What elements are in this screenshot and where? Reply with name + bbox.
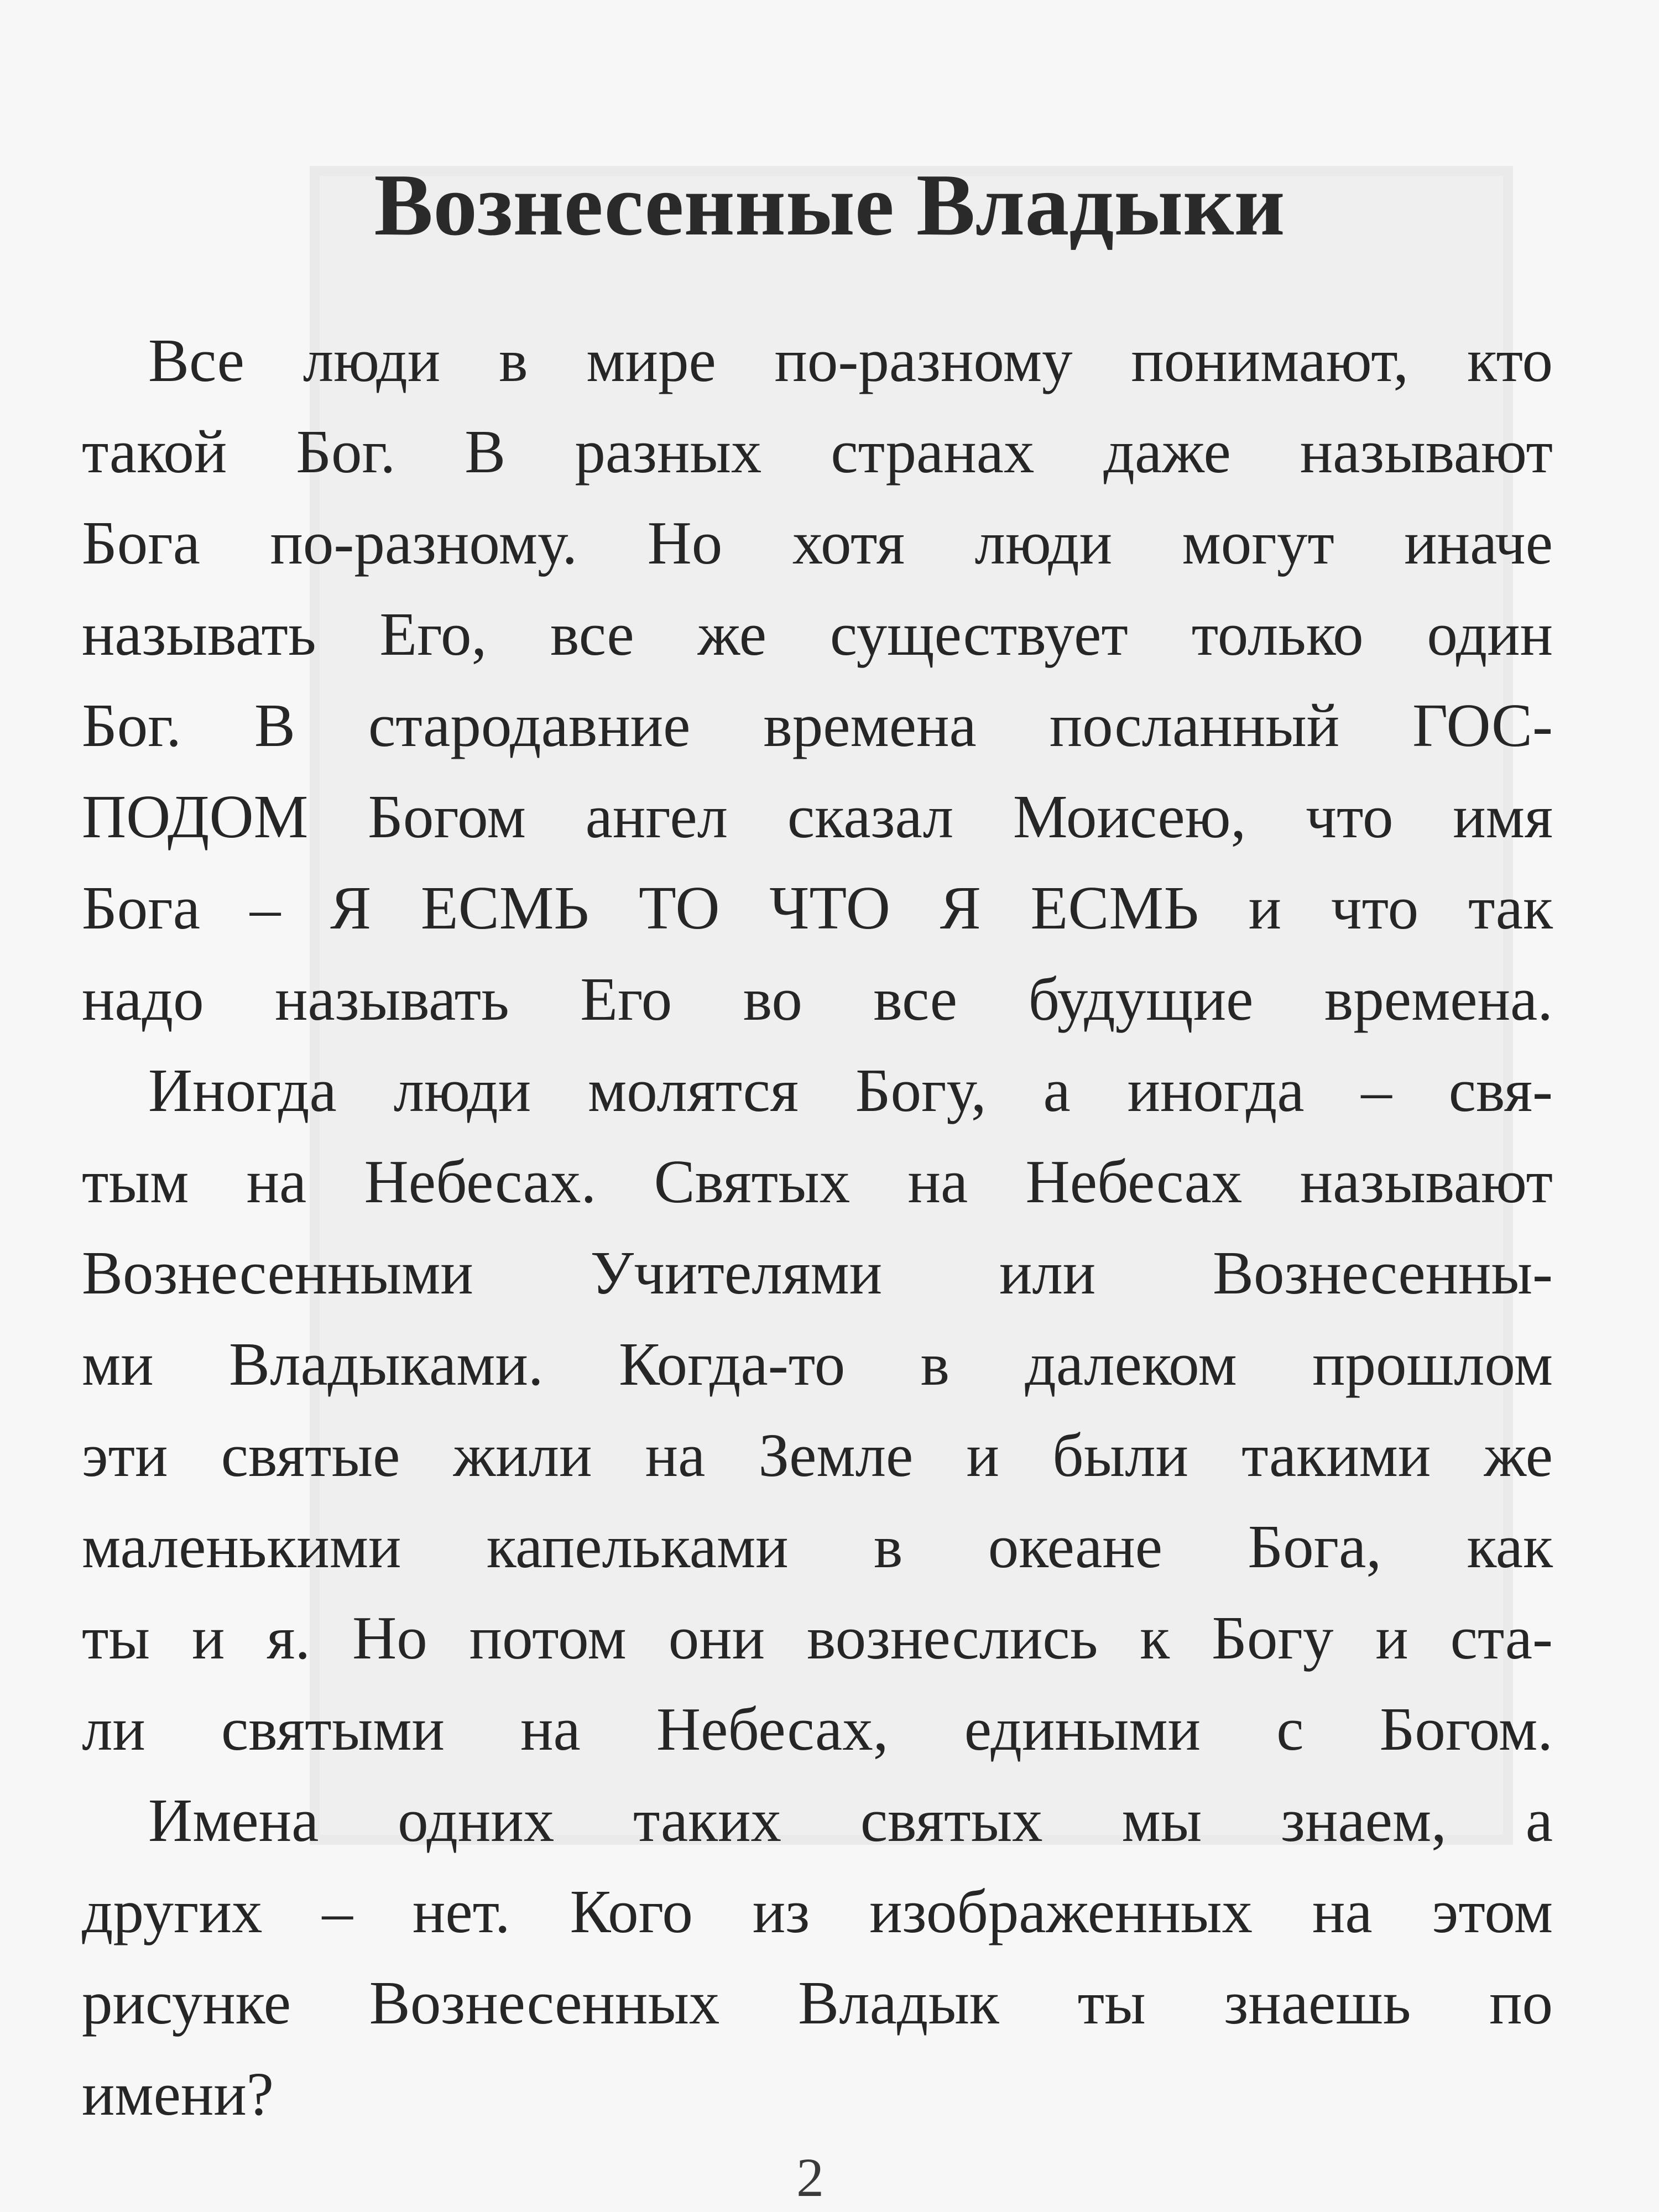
- paragraph-1: [82, 315, 1553, 1045]
- text-line: Все люди в мире по-разному понимают, кто: [148, 327, 1553, 395]
- text-line: Имена одних таких святых мы знаем, а: [148, 1787, 1553, 1855]
- paragraph-2: [82, 1045, 1553, 1775]
- text-line: Бога – Я ЕСМЬ ТО ЧТО Я ЕСМЬ и что так: [82, 874, 1553, 942]
- page-number: 2: [796, 2147, 824, 2208]
- text-line: Бог. В стародавние времена посланный ГОС-: [82, 692, 1553, 760]
- text-line: маленькими капельками в океане Бога, как: [82, 1513, 1553, 1581]
- text-line: рисунке Вознесенных Владык ты знаешь по: [82, 1969, 1553, 2037]
- page-title: Вознесенные Владыки: [374, 155, 1285, 254]
- body-text: [82, 315, 1553, 2140]
- text-line: надо называть Его во все будущие времена.: [82, 966, 1553, 1034]
- text-line: называть Его, все же существует только один: [82, 601, 1553, 669]
- text-line: Вознесенными Учителями или Вознесенны-: [82, 1239, 1553, 1307]
- text-line: ли святыми на Небесах, едиными с Богом.: [82, 1695, 1553, 1764]
- text-line: ПОДОМ Богом ангел сказал Моисею, что имя: [82, 783, 1553, 851]
- text-line: других – нет. Кого из изображенных на этом: [82, 1878, 1553, 1946]
- text-line: Иногда люди молятся Богу, а иногда – свя-: [148, 1057, 1553, 1125]
- text-line: тым на Небесах. Святых на Небесах называют: [82, 1148, 1553, 1216]
- text-line: эти святые жили на Земле и были такими же: [82, 1422, 1553, 1490]
- text-line: ми Владыками. Когда-то в далеком прошлом: [82, 1331, 1553, 1399]
- text-line: имени?: [82, 2060, 274, 2128]
- text-line: такой Бог. В разных странах даже называют: [82, 418, 1553, 486]
- text-line: ты и я. Но потом они вознеслись к Богу и ста-: [82, 1604, 1553, 1672]
- paragraph-3: [82, 1775, 1553, 2140]
- text-line: Бога по-разному. Но хотя люди могут иначе: [82, 509, 1553, 577]
